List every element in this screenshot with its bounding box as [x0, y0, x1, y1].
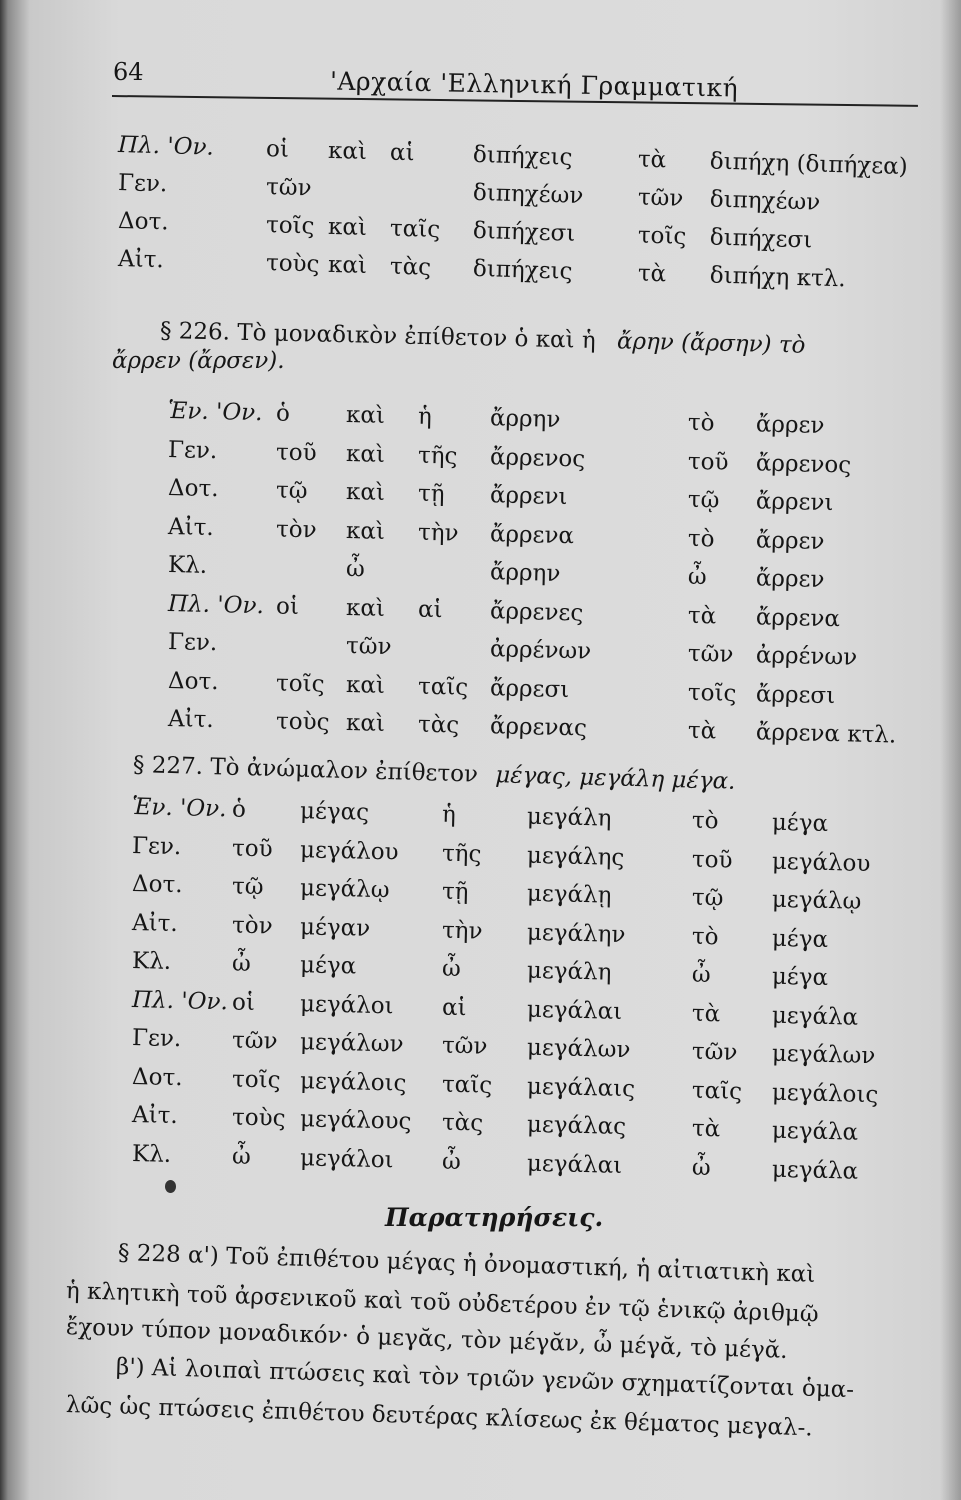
- diphyches-n-art-cell: τὰ: [637, 260, 667, 288]
- megas-f-form-cell: μεγάλας: [526, 1111, 627, 1141]
- arren-kai-cell: ὦ: [345, 556, 366, 583]
- megas-f-art-cell: τὴν: [441, 917, 483, 945]
- diphyches-case-cell: Πλ. 'Ον.: [117, 132, 215, 161]
- arren-n-form-cell: ἄρρενα: [755, 603, 841, 632]
- megas-case-cell: Δοτ.: [131, 871, 183, 899]
- arren-n-art-cell: τὸ: [687, 525, 715, 552]
- megas-m-art-cell: τὸν: [231, 911, 273, 939]
- arren-case-cell: Ἑν. 'Ον.: [167, 398, 263, 427]
- diphyches-art2-cell: τὰς: [389, 253, 432, 281]
- arren-case-cell: Πλ. 'Ον.: [167, 590, 265, 619]
- diphyches-form-cell: διπηχέων: [472, 179, 584, 209]
- megas-m-form-cell: μεγάλους: [299, 1106, 412, 1135]
- megas-n-art-cell: τὸ: [691, 807, 719, 835]
- megas-n-art-cell: τοῦ: [691, 846, 733, 874]
- diphyches-kai-cell: καὶ: [327, 137, 368, 165]
- arren-n-form-cell: ἄρρενα κτλ.: [755, 719, 897, 749]
- diphyches-n-art-cell: τῶν: [637, 184, 684, 212]
- arren-form-cell: ἀρρένων: [489, 636, 592, 665]
- megas-f-form-cell: μεγάλης: [526, 842, 625, 871]
- section-227-words: μέγας, μεγάλη μέγα.: [494, 762, 736, 795]
- arren-n-art-cell: τὰ: [687, 602, 717, 629]
- arren-art2-cell: ἡ: [417, 403, 433, 430]
- observation-line: λῶς ὡς πτώσεις ἐπιθέτου δευτέρας κλίσεως ἐκ θέματος μεγαλ-.: [65, 1392, 814, 1442]
- megas-m-art-cell: ὦ: [231, 950, 252, 977]
- megas-f-art-cell: ὦ: [441, 1148, 462, 1175]
- section-226-text-b: ἄρην (ἄρσην) τὸ: [616, 328, 806, 359]
- megas-m-form-cell: μέγαν: [299, 913, 371, 942]
- arren-n-form-cell: ἄρρενος: [755, 449, 852, 478]
- megas-m-form-cell: μεγάλου: [299, 836, 399, 866]
- megas-n-art-cell: τῶν: [691, 1038, 738, 1066]
- observation-line: § 228 α') Τοῦ ἐπιθέτου μέγας ἡ ὀνομαστική, ἡ αἰτιατικὴ καὶ: [117, 1240, 816, 1288]
- arren-art1-cell: οἱ: [275, 592, 300, 620]
- diphyches-n-form-cell: διπήχεσι: [709, 224, 813, 254]
- megas-f-form-cell: μεγάλαις: [526, 1073, 636, 1102]
- megas-case-cell: Γεν.: [131, 1025, 182, 1053]
- megas-f-art-cell: τῇ: [441, 878, 469, 906]
- observation-line: ἔχουν τύπον μοναδικόν· ὁ μεγᾰς, τὸν μέγᾰν, ὦ μέγᾰ, τὸ μέγᾰ.: [65, 1314, 788, 1364]
- section-226-line2: ἄρρεν (ἄρσεν).: [112, 348, 285, 374]
- megas-n-form-cell: μεγάλου: [771, 848, 871, 877]
- arren-art1-cell: τοὺς: [275, 708, 330, 736]
- section-227-lead: § 227. Τὸ ἀνώμαλον ἐπίθετον: [132, 752, 479, 788]
- arren-n-form-cell: ἄρρεν: [755, 526, 825, 555]
- arren-art2-cell: τῇ: [417, 480, 445, 508]
- arren-n-art-cell: τοῦ: [687, 448, 729, 476]
- diphyches-n-form-cell: διπήχη κτλ.: [709, 262, 846, 293]
- megas-case-cell: Αἰτ.: [131, 1102, 179, 1130]
- megas-m-form-cell: μέγα: [299, 952, 357, 980]
- arren-case-cell: Κλ.: [167, 552, 208, 579]
- megas-f-art-cell: τῆς: [441, 840, 482, 868]
- diphyches-n-art-cell: τὰ: [637, 146, 667, 174]
- megas-n-form-cell: μεγάλῳ: [771, 886, 862, 915]
- page-number: 64: [113, 58, 144, 86]
- arren-n-art-cell: τῶν: [687, 640, 734, 668]
- megas-f-form-cell: μεγάλη: [526, 957, 612, 986]
- diphyches-kai-cell: καὶ: [327, 251, 368, 279]
- arren-art2-cell: τὴν: [417, 519, 459, 547]
- running-title: 'Αρχαία 'Ελληνική Γραμματική: [329, 66, 739, 103]
- diphyches-art2-cell: αἱ: [389, 139, 415, 167]
- megas-m-form-cell: μεγάλοις: [299, 1067, 407, 1097]
- arren-n-art-cell: τὰ: [687, 717, 717, 745]
- diphyches-kai-cell: καὶ: [327, 213, 368, 241]
- arren-art2-cell: τῆς: [417, 442, 458, 470]
- megas-case-cell: Γεν.: [131, 832, 182, 860]
- megas-m-form-cell: μεγάλῳ: [299, 875, 390, 904]
- megas-m-art-cell: τοῦ: [231, 834, 273, 862]
- arren-n-art-cell: ὦ: [687, 563, 708, 591]
- diphyches-form-cell: διπήχεις: [472, 141, 573, 171]
- megas-f-art-cell: τὰς: [441, 1109, 484, 1137]
- diphyches-art1-cell: τῶν: [265, 174, 312, 202]
- megas-m-art-cell: τῶν: [231, 1027, 278, 1055]
- megas-n-form-cell: μεγάλα: [771, 1002, 859, 1031]
- megas-m-form-cell: μεγάλων: [299, 1029, 404, 1058]
- megas-m-art-cell: τῷ: [231, 873, 264, 901]
- diphyches-case-cell: Γεν.: [117, 170, 168, 198]
- arren-n-form-cell: ἄρρενι: [755, 488, 834, 517]
- arren-case-cell: Δοτ.: [167, 667, 219, 695]
- megas-m-art-cell: τοῖς: [231, 1065, 281, 1094]
- megas-n-form-cell: μέγα: [771, 963, 829, 992]
- arren-kai-cell: καὶ: [345, 517, 386, 545]
- megas-m-art-cell: οἱ: [231, 988, 256, 1016]
- diphyches-form-cell: διπήχεις: [472, 255, 573, 285]
- arren-form-cell: ἄρρενες: [489, 597, 584, 626]
- megas-case-cell: Κλ.: [131, 1140, 172, 1168]
- megas-n-art-cell: τὰ: [691, 1115, 721, 1143]
- megas-case-cell: Κλ.: [131, 948, 172, 975]
- megas-f-form-cell: μεγάλην: [526, 919, 626, 948]
- diphyches-case-cell: Αἰτ.: [117, 246, 165, 274]
- megas-case-cell: Αἰτ.: [131, 909, 179, 937]
- megas-case-cell: Δοτ.: [131, 1063, 183, 1091]
- arren-n-art-cell: τῷ: [687, 486, 720, 514]
- observation-line: ἡ κλητικὴ τοῦ ἀρσενικοῦ καὶ τοῦ οὐδετέρου ἐν τῷ ἑνικῷ ἀριθμῷ: [65, 1278, 819, 1328]
- megas-f-art-cell: ὦ: [441, 955, 462, 983]
- observations-heading: Παρατηρήσεις.: [385, 1203, 604, 1232]
- observation-line: β') Αἱ λοιπαὶ πτώσεις καὶ τὸν τριῶν γενῶν σχηματίζονται ὁμα-: [115, 1354, 855, 1404]
- diphyches-art1-cell: τοὺς: [265, 250, 320, 278]
- section-226-text-a: § 226. Τὸ μοναδικὸν ἐπίθετον ὁ καὶ ἡ: [159, 318, 596, 354]
- megas-f-form-cell: μεγάλαι: [526, 1150, 623, 1179]
- arren-case-cell: Δοτ.: [167, 475, 219, 503]
- arren-n-form-cell: ἄρρεν: [755, 411, 825, 439]
- arren-art1-cell: τῷ: [275, 477, 308, 505]
- diphyches-n-form-cell: διπήχη (διπήχεα): [709, 148, 909, 181]
- arren-kai-cell: καὶ: [345, 671, 386, 699]
- megas-case-cell: Πλ. 'Ον.: [131, 986, 229, 1015]
- arren-case-cell: Αἰτ.: [167, 706, 215, 734]
- arren-form-cell: ἄρρενας: [489, 713, 588, 742]
- megas-m-form-cell: μέγας: [299, 798, 370, 826]
- arren-kai-cell: καὶ: [345, 710, 386, 737]
- megas-f-form-cell: μεγάλων: [526, 1034, 631, 1064]
- arren-art1-cell: τοῦ: [275, 438, 317, 466]
- megas-n-art-cell: τὸ: [691, 923, 719, 950]
- megas-f-art-cell: ἡ: [441, 801, 457, 828]
- megas-f-art-cell: ταῖς: [441, 1071, 493, 1099]
- megas-m-form-cell: μεγάλοι: [299, 990, 394, 1019]
- diphyches-art1-cell: τοῖς: [265, 212, 315, 240]
- arren-n-form-cell: ἀρρένων: [755, 642, 858, 671]
- megas-n-form-cell: μεγάλων: [771, 1040, 876, 1070]
- megas-f-form-cell: μεγάλη: [526, 803, 612, 832]
- arren-form-cell: ἄρρεσι: [489, 674, 570, 703]
- megas-n-art-cell: ὦ: [691, 1154, 712, 1181]
- section-227: [133, 752, 736, 795]
- megas-n-form-cell: μέγα: [771, 809, 829, 838]
- arren-form-cell: ἄρρενι: [489, 482, 568, 511]
- megas-case-cell: Ἑν. 'Ον.: [131, 794, 227, 823]
- arren-kai-cell: καὶ: [345, 402, 386, 429]
- megas-m-art-cell: τοὺς: [231, 1104, 286, 1132]
- diphyches-n-art-cell: τοῖς: [637, 222, 687, 250]
- arren-art2-cell: ταῖς: [417, 673, 469, 701]
- arren-case-cell: Γεν.: [167, 436, 218, 464]
- arren-art2-cell: αἱ: [417, 596, 443, 623]
- diphyches-form-cell: διπήχεσι: [472, 217, 576, 247]
- megas-m-form-cell: μεγάλοι: [299, 1144, 394, 1173]
- arren-case-cell: Αἰτ.: [167, 513, 215, 541]
- megas-n-art-cell: τῷ: [691, 884, 724, 912]
- megas-f-art-cell: τῶν: [441, 1032, 488, 1060]
- megas-m-art-cell: ὁ: [231, 796, 247, 823]
- megas-n-form-cell: μέγα: [771, 925, 829, 953]
- arren-art1-cell: τοῖς: [275, 669, 325, 698]
- arren-form-cell: ἄρρενος: [489, 443, 586, 472]
- megas-n-form-cell: μεγάλοις: [771, 1079, 879, 1108]
- arren-art1-cell: τὸν: [275, 515, 317, 543]
- megas-n-art-cell: ὦ: [691, 961, 712, 989]
- megas-f-form-cell: μεγάλῃ: [526, 880, 612, 909]
- megas-n-form-cell: μεγάλα: [771, 1156, 859, 1185]
- arren-form-cell: ἄρρην: [489, 405, 561, 433]
- arren-kai-cell: τῶν: [345, 633, 392, 661]
- arren-n-art-cell: τὸ: [687, 409, 715, 437]
- arren-n-art-cell: τοῖς: [687, 679, 737, 707]
- arren-kai-cell: καὶ: [345, 594, 386, 622]
- megas-n-form-cell: μεγάλα: [771, 1117, 859, 1146]
- megas-f-art-cell: αἱ: [441, 994, 467, 1021]
- diphyches-art1-cell: οἱ: [265, 136, 290, 163]
- diphyches-art2-cell: ταῖς: [389, 215, 441, 243]
- arren-art2-cell: τὰς: [417, 711, 460, 739]
- arren-form-cell: ἄρρην: [489, 559, 561, 587]
- megas-n-art-cell: τὰ: [691, 1000, 721, 1027]
- arren-kai-cell: καὶ: [345, 440, 386, 468]
- diphyches-n-form-cell: διπηχέων: [709, 186, 821, 216]
- arren-n-form-cell: ἄρρεν: [755, 565, 825, 593]
- arren-n-form-cell: ἄρρεσι: [755, 680, 836, 709]
- ink-spot: [165, 1180, 176, 1193]
- arren-case-cell: Γεν.: [167, 629, 218, 657]
- arren-art1-cell: ὁ: [275, 400, 291, 427]
- megas-n-art-cell: ταῖς: [691, 1077, 743, 1105]
- diphyches-case-cell: Δοτ.: [117, 208, 169, 236]
- arren-form-cell: ἄρρενα: [489, 520, 575, 549]
- arren-kai-cell: καὶ: [345, 479, 386, 506]
- megas-m-art-cell: ὦ: [231, 1142, 252, 1170]
- megas-f-form-cell: μεγάλαι: [526, 996, 623, 1025]
